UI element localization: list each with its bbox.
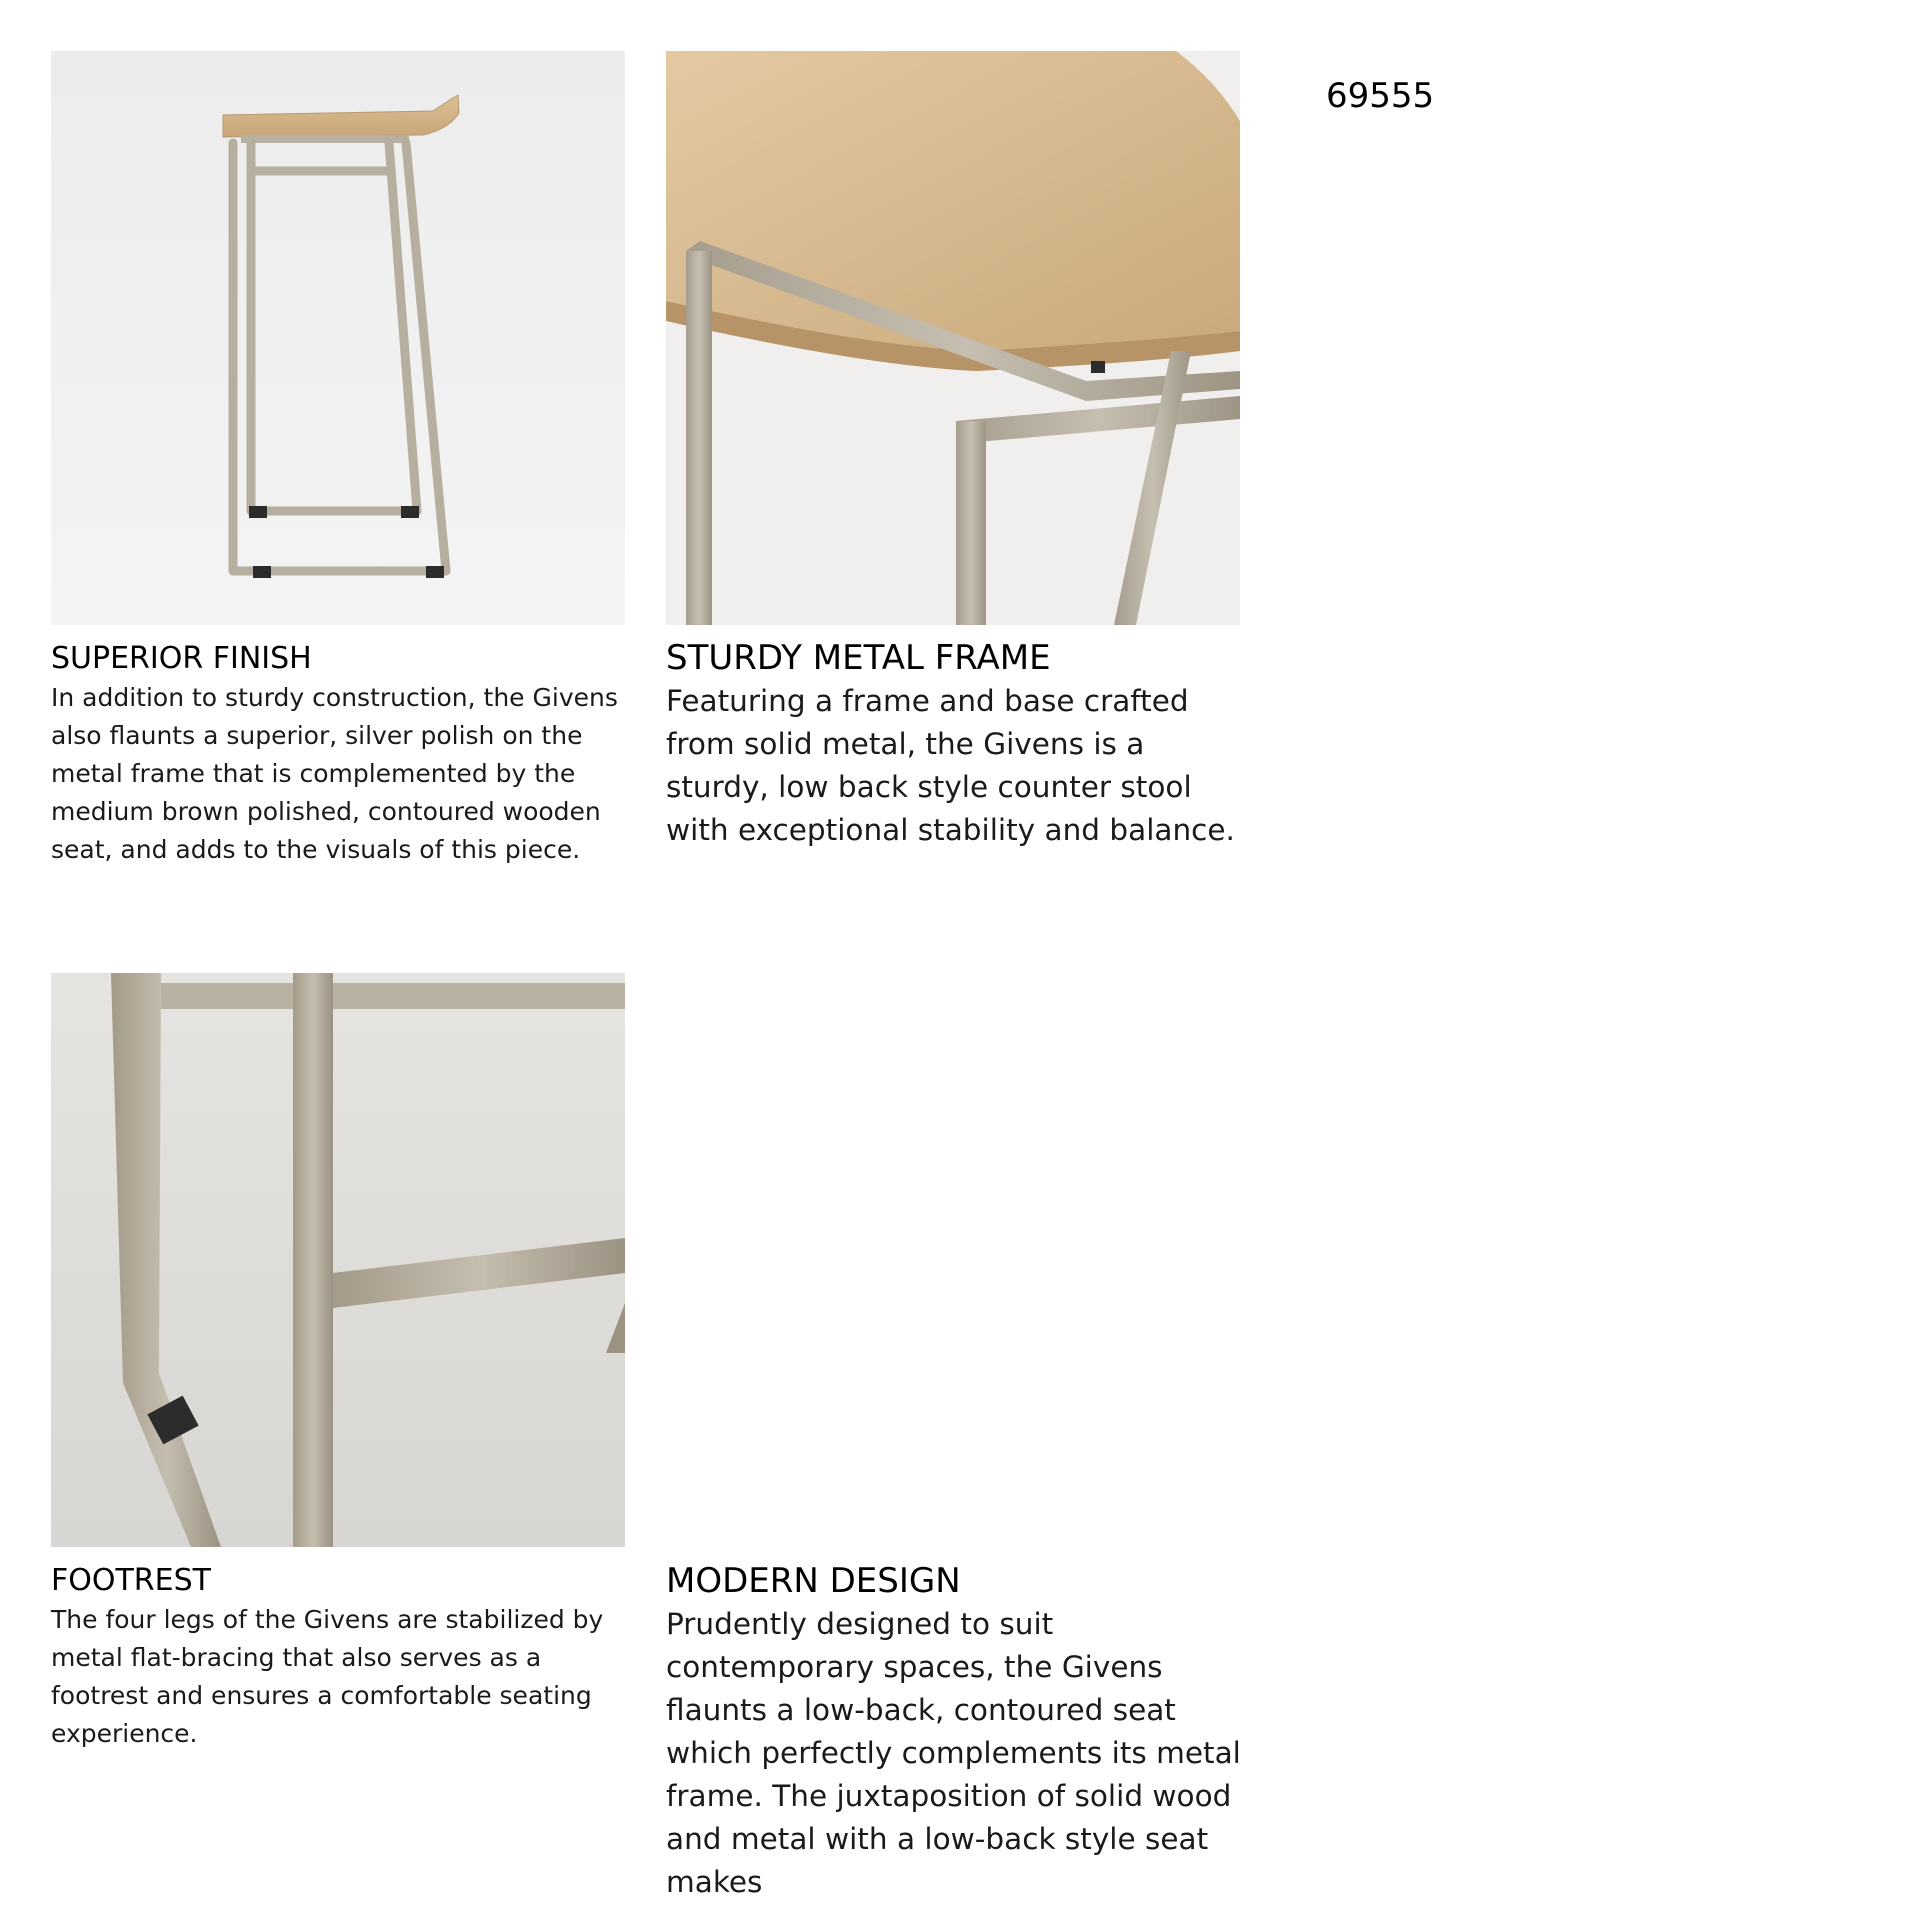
feature-title: STURDY METAL FRAME — [666, 638, 1051, 678]
seat-closeup-illustration — [666, 51, 1240, 625]
feature-sturdy-metal-frame — [666, 638, 1256, 852]
feature-modern-design — [666, 1561, 1266, 1904]
footrest-closeup-photo — [51, 973, 625, 1547]
seat-closeup-photo — [666, 51, 1240, 625]
feature-body: In addition to sturdy construction, the Givens also flaunts a superior, silver polish on the metal frame that is complemented by the medium brown polished, contoured wooden seat, and adds to the visuals of this piece. — [51, 683, 618, 864]
stool-full-illustration — [51, 51, 625, 625]
feature-footrest — [51, 1563, 641, 1753]
feature-body: The four legs of the Givens are stabilized by metal flat-bracing that also serves as a footrest and ensures a comfortable seating experience. — [51, 1605, 604, 1748]
feature-title: SUPERIOR FINISH — [51, 641, 312, 676]
stool-full-photo — [51, 51, 625, 625]
product-code: 69555 — [1326, 76, 1435, 116]
feature-title: FOOTREST — [51, 1563, 211, 1598]
feature-body: Prudently designed to suit contemporary spaces, the Givens flaunts a low-back, contoured seat which perfectly complements its metal frame. The juxtaposition of solid wood and metal with a low-back style seat makes — [666, 1607, 1241, 1899]
feature-superior-finish — [51, 641, 641, 869]
feature-title: MODERN DESIGN — [666, 1561, 961, 1601]
feature-body: Featuring a frame and base crafted from solid metal, the Givens is a sturdy, low back style counter stool with exceptional stability and balance. — [666, 684, 1235, 847]
footrest-closeup-illustration — [51, 973, 625, 1547]
